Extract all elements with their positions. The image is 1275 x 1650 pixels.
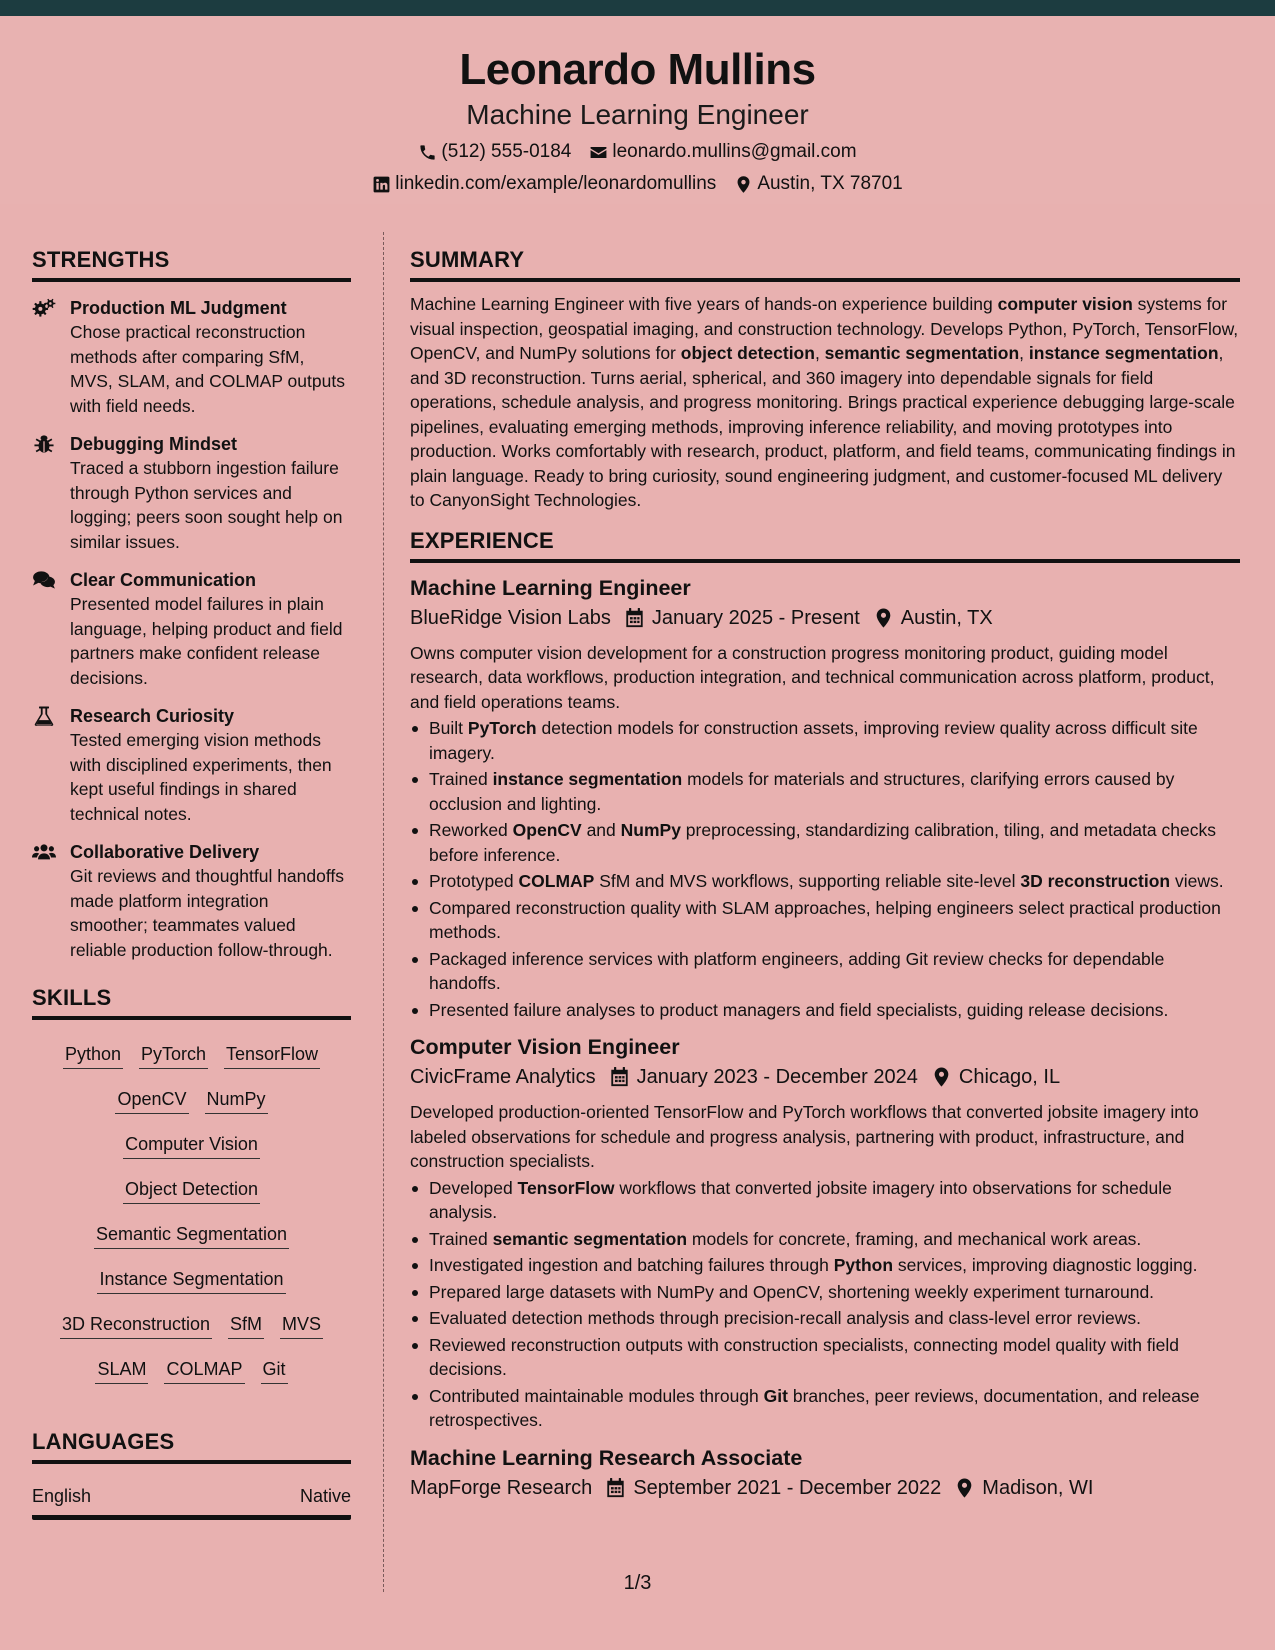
bullet-text-bold: TensorFlow [517, 1177, 615, 1198]
strength-item [32, 704, 351, 826]
job-location: Austin, TX [900, 606, 993, 629]
bullet-text-run: Reworked [429, 820, 513, 840]
job-bullets [410, 1176, 1240, 1433]
chat-bubbles-icon [32, 570, 56, 590]
job-company: CivicFrame Analytics [410, 1066, 596, 1088]
skill-tag: 3D Reconstruction [60, 1312, 212, 1339]
job-dates: January 2023 - December 2024 [636, 1066, 918, 1088]
summary-text-run: , and 3D reconstruction. Turns aerial, spherical, and 360 imagery into dependable signals for field operations, schedule analysis, and progress monitoring. Brings practical experience debugging large-scale pipelines, evaluating emerging methods, improving inference reliability, and moving prototypes into production. Works comfortably with research, product, platform, and field teams, communicating findings in plain language. Ready to bring curiosity, sound engineering judgment, and customer-focused ML delivery to CanyonSight Technologies. [410, 343, 1236, 510]
bullet-text-bold: COLMAP [518, 871, 595, 891]
map-pin-icon [955, 1478, 974, 1498]
bullet-text-bold: PyTorch [467, 718, 537, 738]
job-bullet [410, 947, 1240, 996]
flask-icon [32, 706, 56, 726]
skills-list [32, 1032, 351, 1392]
job-description: Developed production-oriented TensorFlow and PyTorch workflows that converted jobsite imagery into labeled observations for schedule and progress analysis, partnering with product, infrastructure, and construction specialists. [410, 1102, 1199, 1171]
phone-icon [418, 143, 437, 162]
bullet-text-run: branches, peer reviews, documentation, and release retrospectives. [429, 1385, 1200, 1430]
bullet-text-run: services, improving diagnostic logging. [893, 1255, 1198, 1275]
job-bullet [410, 1176, 1240, 1225]
map-pin-icon [932, 1067, 951, 1087]
job-title: Machine Learning Engineer [410, 575, 691, 600]
right-column [410, 246, 1240, 1503]
map-pin-icon [734, 175, 753, 194]
job-bullet [410, 1306, 1240, 1331]
strength-item [32, 568, 351, 690]
bullet-text-bold: Python [833, 1255, 894, 1275]
job-bullet [410, 818, 1240, 867]
language-name: English [32, 1486, 92, 1506]
skills-heading: SKILLS [32, 984, 351, 1020]
strength-desc: Tested emerging vision methods with disciplined experiments, then kept useful findings in shared technical notes. [70, 730, 332, 824]
job-bullet [410, 767, 1240, 816]
skills-row [32, 1077, 351, 1167]
job-bullets [410, 716, 1240, 1022]
email-contact[interactable] [589, 140, 856, 164]
summary-text-run: Machine Learning Engineer with five years of hands-on experience building [410, 294, 998, 314]
resume-header [0, 16, 1275, 204]
calendar-icon [606, 1478, 625, 1498]
skill-tag: Git [261, 1357, 288, 1384]
bullet-text-bold: Git [763, 1385, 788, 1406]
job-location: Madison, WI [982, 1476, 1094, 1499]
bullet-text-run: Developed [429, 1177, 518, 1198]
job-dates: January 2025 - Present [651, 606, 860, 629]
skills-row [32, 1032, 351, 1077]
language-item [32, 1486, 351, 1520]
candidate-name: Leonardo Mullins [459, 45, 816, 94]
job-bullet [410, 1384, 1240, 1433]
skills-row [32, 1167, 351, 1212]
job-entry [410, 1032, 1240, 1433]
bullet-text-run: Presented failure analyses to product managers and field specialists, guiding release decisions. [429, 999, 1169, 1020]
job-title: Computer Vision Engineer [410, 1035, 680, 1059]
language-level: Native [299, 1486, 351, 1506]
skill-tag: Python [63, 1042, 123, 1069]
top-accent-bar [0, 0, 1275, 16]
summary-text-run: systems for visual inspection, geospatial imaging, and construction technology. Develops Python, PyTorch, TensorFlow, OpenCV, and NumPy solutions for [410, 294, 1239, 363]
contact-line-2 [0, 172, 1275, 196]
summary-text-bold: semantic segmentation [824, 343, 1020, 363]
bullet-text-run: Reviewed reconstruction outputs with construction specialists, connecting model quality with field decisions. [429, 1334, 1179, 1379]
bullet-text-bold: OpenCV [512, 820, 582, 840]
job-bullet [410, 1253, 1240, 1278]
job-bullet [410, 998, 1240, 1023]
experience-heading: EXPERIENCE [410, 527, 1240, 563]
job-meta [410, 1062, 1240, 1092]
strength-title: Clear Communication [70, 570, 257, 590]
summary-text-bold: computer vision [997, 294, 1133, 314]
job-bullet [410, 869, 1240, 894]
strength-item [32, 840, 351, 962]
bullet-text-run: models for concrete, framing, and mechanical work areas. [687, 1228, 1142, 1249]
job-bullet [410, 896, 1240, 945]
bullet-text-run: models for materials and structures, clarifying errors caused by occlusion and lighting. [429, 769, 1175, 814]
job-location: Chicago, IL [958, 1066, 1061, 1088]
strength-title: Debugging Mindset [70, 434, 237, 454]
skill-tag: PyTorch [139, 1042, 208, 1069]
job-bullet [410, 1280, 1240, 1305]
skills-row [32, 1257, 351, 1302]
page-number: 1/3 [623, 1572, 652, 1594]
bullet-text-run: Trained [429, 769, 493, 789]
languages-heading: LANGUAGES [32, 1428, 351, 1464]
job-dates: September 2021 - December 2022 [633, 1476, 942, 1499]
strength-item [32, 296, 351, 418]
strength-desc: Git reviews and thoughtful handoffs made platform integration smoother; teammates valued reliable production follow-through. [70, 866, 345, 960]
skill-tag: MVS [280, 1312, 323, 1339]
linkedin-contact[interactable] [372, 172, 716, 196]
skill-tag: Instance Segmentation [97, 1267, 285, 1294]
location-text: Austin, TX 78701 [757, 173, 903, 194]
strength-item [32, 432, 351, 554]
summary-text-run: , [1019, 343, 1029, 363]
phone-text: (512) 555-0184 [441, 141, 572, 162]
contact-line-1 [0, 140, 1275, 164]
calendar-icon [625, 608, 644, 628]
users-icon [32, 842, 56, 862]
left-column [32, 246, 351, 1520]
summary-text-run: , [814, 343, 825, 363]
skill-tag: Semantic Segmentation [94, 1222, 289, 1249]
bullet-text-bold: semantic segmentation [492, 1228, 688, 1249]
summary-heading: SUMMARY [410, 246, 1240, 282]
bullet-text-bold: 3D reconstruction [1020, 871, 1171, 891]
job-entry [410, 573, 1240, 1023]
strength-desc: Chose practical reconstruction methods after comparing SfM, MVS, SLAM, and COLMAP outputs with field needs. [70, 322, 345, 416]
bullet-text-run: Contributed maintainable modules through [429, 1385, 764, 1406]
bullet-text-run: Investigated ingestion and batching failures through [429, 1255, 834, 1275]
skill-tag: SfM [228, 1312, 264, 1339]
bullet-text-run: Evaluated detection methods through precision-recall analysis and class-level error reviews. [429, 1308, 1142, 1328]
job-company: MapForge Research [410, 1476, 593, 1499]
strength-title: Production ML Judgment [70, 298, 287, 318]
skill-tag: TensorFlow [224, 1042, 320, 1069]
strengths-heading: STRENGTHS [32, 246, 351, 282]
gears-icon [32, 298, 56, 318]
bullet-text-run: preprocessing, standardizing calibration, tiling, and metadata checks before inference. [429, 820, 1216, 865]
job-company: BlueRidge Vision Labs [410, 606, 611, 629]
bug-icon [32, 434, 56, 454]
bullet-text-run: Trained [429, 1228, 493, 1249]
calendar-icon [610, 1067, 629, 1087]
bullet-text-run: and [581, 820, 621, 840]
bullet-text-bold: NumPy [620, 820, 681, 840]
bullet-text-run: detection models for construction assets, improving review quality across difficult site imagery. [429, 718, 1198, 763]
bullet-text-run: Packaged inference services with platform engineers, adding Git review checks for dependable handoffs. [429, 948, 1165, 993]
bullet-text-run: views. [1170, 871, 1224, 891]
strength-desc: Presented model failures in plain language, helping product and field partners make confident release decisions. [70, 594, 343, 688]
skill-tag: NumPy [205, 1087, 268, 1114]
skills-row [32, 1212, 351, 1257]
column-divider [383, 232, 384, 1592]
job-entry [410, 1443, 1240, 1503]
linkedin-icon [372, 175, 391, 194]
skill-tag: Object Detection [123, 1177, 260, 1204]
bullet-text-run: Compared reconstruction quality with SLAM approaches, helping engineers select practical production methods. [429, 897, 1221, 942]
job-bullet [410, 1333, 1240, 1382]
job-meta [410, 603, 1240, 633]
skill-tag: OpenCV [115, 1087, 188, 1114]
skills-row [32, 1302, 351, 1347]
strength-desc: Traced a stubborn ingestion failure through Python services and logging; peers soon sought help on similar issues. [70, 458, 343, 552]
summary-text [410, 292, 1240, 513]
job-title: Machine Learning Research Associate [410, 1445, 803, 1470]
bullet-text-bold: instance segmentation [492, 769, 683, 789]
job-description: Owns computer vision development for a construction progress monitoring product, guiding model research, data workflows, production integration, and technical communication across platform, product, and field operations teams. [410, 642, 1215, 712]
bullet-text-run: Built [429, 718, 468, 738]
strength-title: Research Curiosity [70, 706, 235, 726]
skill-tag: Computer Vision [123, 1132, 260, 1159]
linkedin-text: linkedin.com/example/leonardomullins [395, 173, 717, 194]
skill-tag: COLMAP [164, 1357, 244, 1384]
map-pin-icon [874, 608, 893, 628]
skills-row [32, 1347, 351, 1392]
job-meta [410, 1473, 1240, 1503]
bullet-text-run: Prototyped [429, 871, 519, 891]
strength-title: Collaborative Delivery [70, 842, 260, 862]
summary-text-bold: object detection [680, 343, 815, 363]
job-bullet [410, 1227, 1240, 1252]
phone-contact[interactable] [418, 140, 571, 164]
location-contact [734, 172, 902, 196]
candidate-role: Machine Learning Engineer [466, 99, 809, 130]
job-list [410, 573, 1240, 1503]
email-text: leonardo.mullins@gmail.com [612, 141, 857, 162]
bullet-text-run: SfM and MVS workflows, supporting reliable site-level [594, 871, 1021, 891]
skill-tag: SLAM [95, 1357, 148, 1384]
envelope-icon [589, 143, 608, 162]
summary-text-bold: instance segmentation [1028, 343, 1219, 363]
bullet-text-run: Prepared large datasets with NumPy and OpenCV, shortening weekly experiment turnaround. [429, 1281, 1155, 1302]
bullet-text-run: workflows that converted jobsite imagery into observations for schedule analysis. [429, 1177, 1172, 1222]
job-bullet [410, 716, 1240, 765]
